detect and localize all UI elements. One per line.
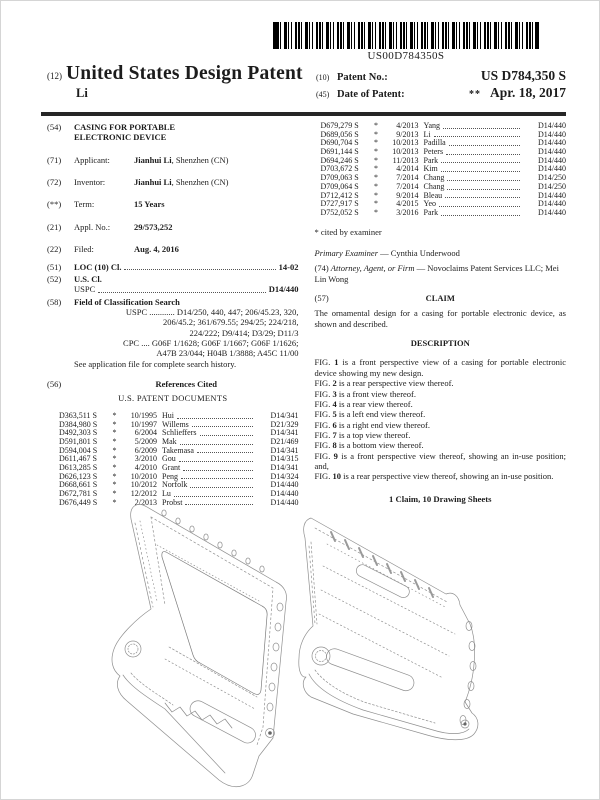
ref-name: Chang [423,173,445,183]
loc-class-field: (51) LOC (10) Cl. 14-02 [47,261,299,272]
ref-star: * [112,489,117,499]
ref-name: Kim [423,164,438,174]
ref-number: D594,004 S [59,445,98,455]
figure-description-line: FIG. 3 is a front view thereof. [314,388,417,399]
ref-star: * [374,207,378,217]
dot-leader [434,136,520,137]
ref-star: * [112,445,117,455]
patent-date-row [316,85,566,101]
ref-class: D14/341 [270,445,299,455]
dot-leader [439,206,520,207]
ref-number: D384,980 S [59,419,98,429]
dot-leader [446,154,520,155]
header-right [316,63,566,102]
patent-ref-row [321,209,567,218]
cited-by-examiner-note: * cited by examiner [314,226,382,237]
applicant-field: (71) Applicant: Jianhui Li, Shenzhen (CN) [47,154,229,165]
dot-leader [180,444,253,445]
document-header [47,63,566,102]
barcode-text: US00D784350S [367,50,445,62]
barcode-zone [273,22,539,62]
ref-star: * [112,436,117,446]
ref-class: D14/440 [538,207,566,217]
uspc-search-lines [74,307,299,338]
ref-class: D14/440 [270,497,299,507]
ref-class: D14/440 [538,164,566,174]
claims-sheets-note: 1 Claim, 10 Drawing Sheets [388,493,492,504]
attorney-line: (74) Attorney, Agent, or Firm — Novoclaims Patent Services LLC; Mei Lin Wong [314,263,559,284]
ref-name: Gou [162,454,176,464]
ref-class: D14/440 [538,129,566,139]
ref-date: 4/2010 [134,462,157,472]
ref-name: Schlieffers [162,428,197,438]
ref-name: Willems [162,419,189,429]
ref-date: 9/2013 [396,129,419,139]
patent-number-row [316,68,566,84]
ref-class: D14/440 [270,489,299,499]
ref-date: 12/2012 [130,489,157,499]
dot-leader [190,487,252,488]
drawing-rear-perspective [297,506,502,776]
barcode-icon [273,22,539,49]
ref-number: D752,052 S [320,207,359,217]
filed-field: (22) Filed: Aug. 4, 2016 [47,244,179,255]
claim-text: The ornamental design for a casing for portable electronic device, as shown and described. [314,308,566,329]
ref-date: 7/2014 [396,181,419,191]
ref-name: Park [423,207,439,217]
ref-number: D363,511 S [59,410,97,420]
dot-leader [445,197,520,198]
ref-number: D703,672 S [320,164,359,174]
figure-description-line: FIG. 7 is a top view thereof. [314,429,411,440]
ref-star: * [112,462,117,472]
ref-number: D727,917 S [320,199,359,209]
ref-name: Mak [162,436,177,446]
ref-date: 10/2012 [130,480,157,490]
ref-name: Peters [423,147,444,157]
date-label: Date of Patent: [337,89,405,100]
ref-date: 9/2014 [396,190,419,200]
figure-description-line: FIG. 10 is a rear perspective view thereof, showing an in-use position. [314,471,554,482]
figure-description-line: FIG. 2 is a rear perspective view thereof. [314,378,454,389]
us-class-field: (52) U.S. Cl. USPC D14/440 [47,273,299,295]
ref-star: * [112,410,117,420]
body-columns [47,122,566,507]
dot-leader [441,162,520,163]
dot-leader [441,171,520,172]
ref-date: 11/2013 [392,155,419,165]
ref-date: 4/2013 [396,121,419,130]
ref-date: 4/2015 [396,199,419,209]
ref-name: Probst [162,497,183,507]
left-column [47,122,299,507]
ref-name: Yang [423,121,441,130]
ref-name: Chang [423,181,445,191]
ref-name: Li [423,129,431,139]
ref-star: * [374,173,378,183]
ref-number: D694,246 S [320,155,359,165]
header-divider [41,112,566,116]
ref-date: 2/2013 [134,497,157,507]
ref-star: * [112,497,117,507]
ref-name: Grant [162,462,181,472]
ref-star: * [374,190,378,200]
field-of-search: (58) Field of Classification Search USPC ............ D14/250, 440, 447; 206/45.23, 320, 206/45.2; 361/679.55; 294/25; 224/218, 224/222; D9/414; D3/29; D11/3 CPC .... G06F 1/1628; G06F 1/1667; G06F 1/1626; A47B 23/044; H04B 1/3888; A45C 11/00 See application file for complete search history. [47,296,299,369]
ref-star: * [374,164,378,174]
dot-leader [192,426,253,427]
ref-star: * [112,480,117,490]
ref-star: * [374,155,378,165]
dot-leader [447,180,520,181]
classification-line: CPC .... G06F 1/1628; G06F 1/1667; G06F 1/1626; [123,338,299,349]
ref-name: Norfolk [162,480,188,490]
ref-number: D690,704 S [320,138,359,148]
kind-code: (12) [47,71,62,81]
inventor-field: (72) Inventor: Jianhui Li, Shenzhen (CN) [47,177,229,188]
ref-date: 6/2004 [134,428,157,438]
cpc-search-lines [74,338,299,359]
ref-number: D591,801 S [59,436,98,446]
ref-number: D709,063 S [320,173,359,183]
dot-leader [197,452,253,453]
ref-number: D689,056 S [320,129,359,139]
ref-class: D14/440 [538,138,566,148]
appl-no-field: (21) Appl. No.: 29/573,252 [47,221,173,232]
dot-leader [449,145,520,146]
ref-star: * [374,138,378,148]
dot-leader [443,128,520,129]
ref-date: 6/2009 [134,445,157,455]
field-code: (45) [316,90,330,99]
classification-line: 224/222; D9/414; D3/29; D11/3 [189,327,299,338]
figure-description-line: FIG. 6 is a right end view thereof. [314,419,430,430]
ref-number: D709,064 S [320,181,359,191]
ref-class: D14/341 [270,462,299,472]
figure-description-line: FIG. 5 is a left end view thereof. [314,409,426,420]
ref-class: D14/440 [538,199,566,209]
patent-no-label: Patent No.: [337,72,388,83]
header-left [47,63,303,102]
ref-number: D679,279 S [320,121,359,130]
patent-no-value: US D784,350 S [480,68,566,83]
field-code: (10) [316,73,330,82]
ref-star: * [112,419,117,429]
ref-date: 10/1995 [130,410,157,420]
reexam-stars: ** [468,89,481,100]
dot-leader [183,470,252,471]
ref-name: Bleau [423,190,443,200]
ref-star: * [374,147,378,157]
ref-name: Yeo [423,199,437,209]
ref-class: D14/440 [270,480,299,490]
ref-date: 3/2010 [134,454,157,464]
dot-leader [98,292,265,293]
ref-name: Takemasa [162,445,194,455]
page-title: United States Design Patent [66,63,303,84]
right-column [315,122,567,507]
classification-line: A47B 23/044; H04B 1/3888; A45C 11/00 [156,348,299,359]
ref-name: Lu [162,489,171,499]
ref-number: D668,661 S [59,480,98,490]
ref-date: 10/1997 [130,419,157,429]
ref-star: * [374,199,378,209]
ref-class: D14/440 [538,121,566,130]
ref-class: D14/440 [538,155,566,165]
ref-date: 5/2009 [134,436,157,446]
ref-number: D712,412 S [320,190,359,200]
claim-heading: (57) CLAIM [314,293,455,303]
dot-leader [447,189,520,190]
ref-name: Hui [162,410,174,420]
figure-description-line: FIG. 4 is a rear view thereof. [314,398,413,409]
ref-class: D14/250 [538,173,566,183]
references-table-right [321,122,567,218]
primary-examiner-line: Primary Examiner — Cynthia Underwood [314,247,460,258]
figure-description-line: FIG. 8 is a bottom view thereof. [314,440,424,451]
search-history-note: See application file for complete search history. [74,358,237,369]
ref-number: D626,123 S [59,471,98,481]
ref-name: Park [423,155,439,165]
us-patent-documents-heading: U.S. PATENT DOCUMENTS [118,393,228,404]
dot-leader [441,215,520,216]
ref-star: * [374,129,378,139]
figure-descriptions [315,357,567,481]
ref-star: * [112,471,117,481]
ref-class: D21/469 [270,436,299,446]
ref-date: 10/2013 [392,138,419,148]
ref-star: * [112,428,117,438]
ref-name: Peng [162,471,178,481]
ref-number: D492,303 S [59,428,98,438]
dot-leader [181,478,253,479]
ref-number: D611,467 S [59,454,97,464]
ref-star: * [374,121,378,130]
dot-leader [200,435,253,436]
ref-class: D14/324 [270,471,299,481]
ref-class: D14/341 [270,428,299,438]
ref-date: 10/2010 [130,471,157,481]
drawing-front-perspective [107,497,302,797]
references-cited-heading: (56) References Cited [47,379,217,390]
dot-leader [179,461,253,462]
date-value: ** Apr. 18, 2017 [468,85,566,100]
inventor-surname: Li [76,86,88,100]
ref-star: * [374,181,378,191]
term-field: (**) Term: 15 Years [47,199,165,210]
ref-class: D14/440 [538,190,566,200]
classification-line: 206/45.2; 361/679.55; 294/25; 224/218, [162,317,299,328]
ref-star: * [112,454,117,464]
ref-class: D14/440 [538,147,566,157]
invention-title: CASING FOR PORTABLE ELECTRONIC DEVICE [74,122,176,143]
ref-class: D14/250 [538,181,566,191]
description-heading: DESCRIPTION [410,338,470,349]
dot-leader [177,418,253,419]
title-field: (54) CASING FOR PORTABLE ELECTRONIC DEVICE [47,122,299,143]
classification-line: USPC ............ D14/250, 440, 447; 206/45.23, 320, [125,306,299,317]
ref-class: D21/329 [270,419,299,429]
ref-class: D14/315 [270,454,299,464]
figure-description-line: FIG. 9 is a front perspective view thereof, showing an in-use position; and, [314,450,567,472]
ref-date: 10/2013 [392,147,419,157]
ref-number: D613,285 S [59,462,98,472]
dot-leader [124,269,275,270]
ref-date: 7/2014 [396,173,419,183]
ref-number: D691,144 S [320,147,359,157]
ref-date: 4/2014 [396,164,419,174]
figure-description-line: FIG. 1 is a front perspective view of a casing for portable electronic device showing my new design. [314,357,567,378]
ref-date: 3/2016 [396,207,419,217]
ref-number: D672,781 S [59,489,98,499]
references-table-left [59,412,299,508]
ref-number: D676,449 S [59,497,98,507]
ref-class: D14/341 [270,410,299,420]
ref-name: Padilla [423,138,446,148]
